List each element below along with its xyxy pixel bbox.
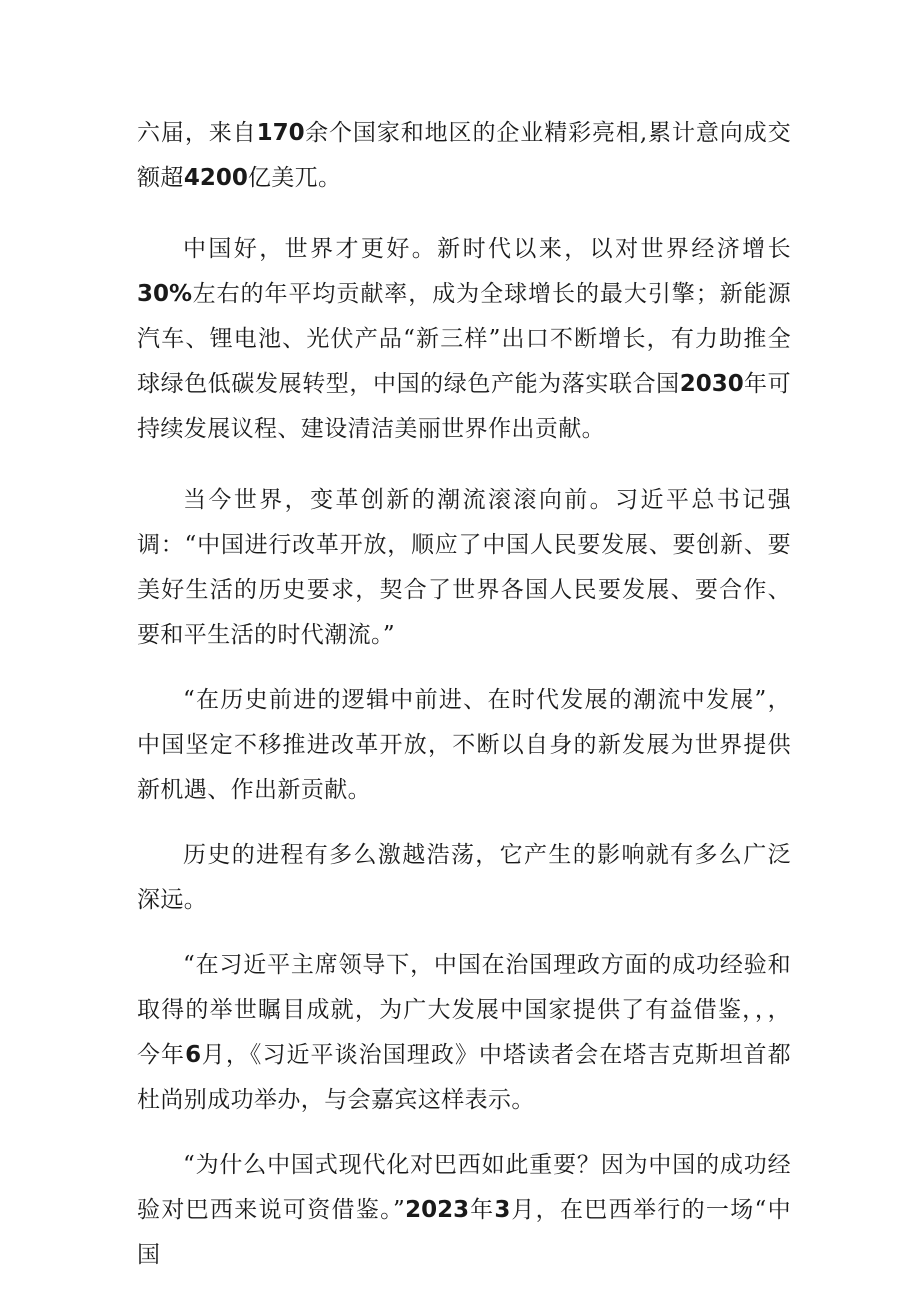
- text-segment: 中国好，世界才更好。新时代以来，以对世界经济增长: [183, 236, 791, 262]
- paragraph-4: [137, 678, 791, 813]
- text-segment: “为什么中国式现代化对巴西如此重要？因为中国的成功经验对巴西来说可资借鉴。”: [137, 1152, 791, 1223]
- text-segment: “在历史前进的逻辑中前进、在时代发展的潮流中发展”，中国坚定不移推进改革开放，不断以自身的新发展为世界提供新机遇、作出新贡献。: [137, 687, 791, 803]
- text-segment: 年可持续发展议程、建设清洁美丽世界作出贡献。: [137, 371, 791, 442]
- paragraph-3: [137, 478, 791, 658]
- text-segment: 左右的年平均贡献率，成为全球增长的最大引擎；新能源汽车、锂电池、光伏产品“新三样”出口不断增长，有力助推全球绿色低碳发展转型，中国的绿色产能为落实联合国: [137, 281, 791, 397]
- text-segment: 历史的进程有多么激越浩荡，它产生的影响就有多么广泛深远。: [137, 842, 791, 913]
- number-segment: 2030: [679, 371, 744, 397]
- number-segment: 30%: [137, 281, 193, 307]
- text-segment: 年: [469, 1197, 495, 1223]
- text-segment: 月，《习近平谈治国理政》中塔读者会在塔吉克斯坦首都杜尚别成功举办，与会嘉宾这样表示。: [137, 1042, 791, 1113]
- paragraph-7: [137, 1143, 791, 1278]
- text-segment: 当今世界，变革创新的潮流滚滚向前。习近平总书记强调：“中国进行改革开放，顺应了中国人民要发展、要创新、要美好生活的历史要求，契合了世界各国人民要发展、要合作、要和平生活的时代潮流。”: [137, 487, 791, 648]
- number-segment: 170: [256, 120, 305, 146]
- document-page: [137, 111, 791, 1298]
- text-segment: 亿美兀。: [247, 165, 342, 191]
- paragraph-5: [137, 833, 791, 923]
- number-segment: 4200: [183, 165, 248, 191]
- text-segment: “在习近平主席领导下，中国在治国理政方面的成功经验和取得的举世瞩目成就，为广大发展中国家提供了有益借鉴，，，今年: [137, 952, 791, 1068]
- paragraph-1: [137, 111, 791, 201]
- number-segment: 6: [185, 1042, 202, 1068]
- number-segment: 2023: [405, 1197, 470, 1223]
- paragraph-2: [137, 227, 791, 452]
- paragraph-6: [137, 943, 791, 1123]
- text-segment: 六届，来自: [137, 120, 257, 146]
- number-segment: 3: [494, 1197, 511, 1223]
- text-segment: 月，在巴西举行的一场“中国: [137, 1197, 792, 1268]
- text-segment: 余个国家和地区的企业精彩亮相,累计意向成交额超: [137, 120, 792, 191]
